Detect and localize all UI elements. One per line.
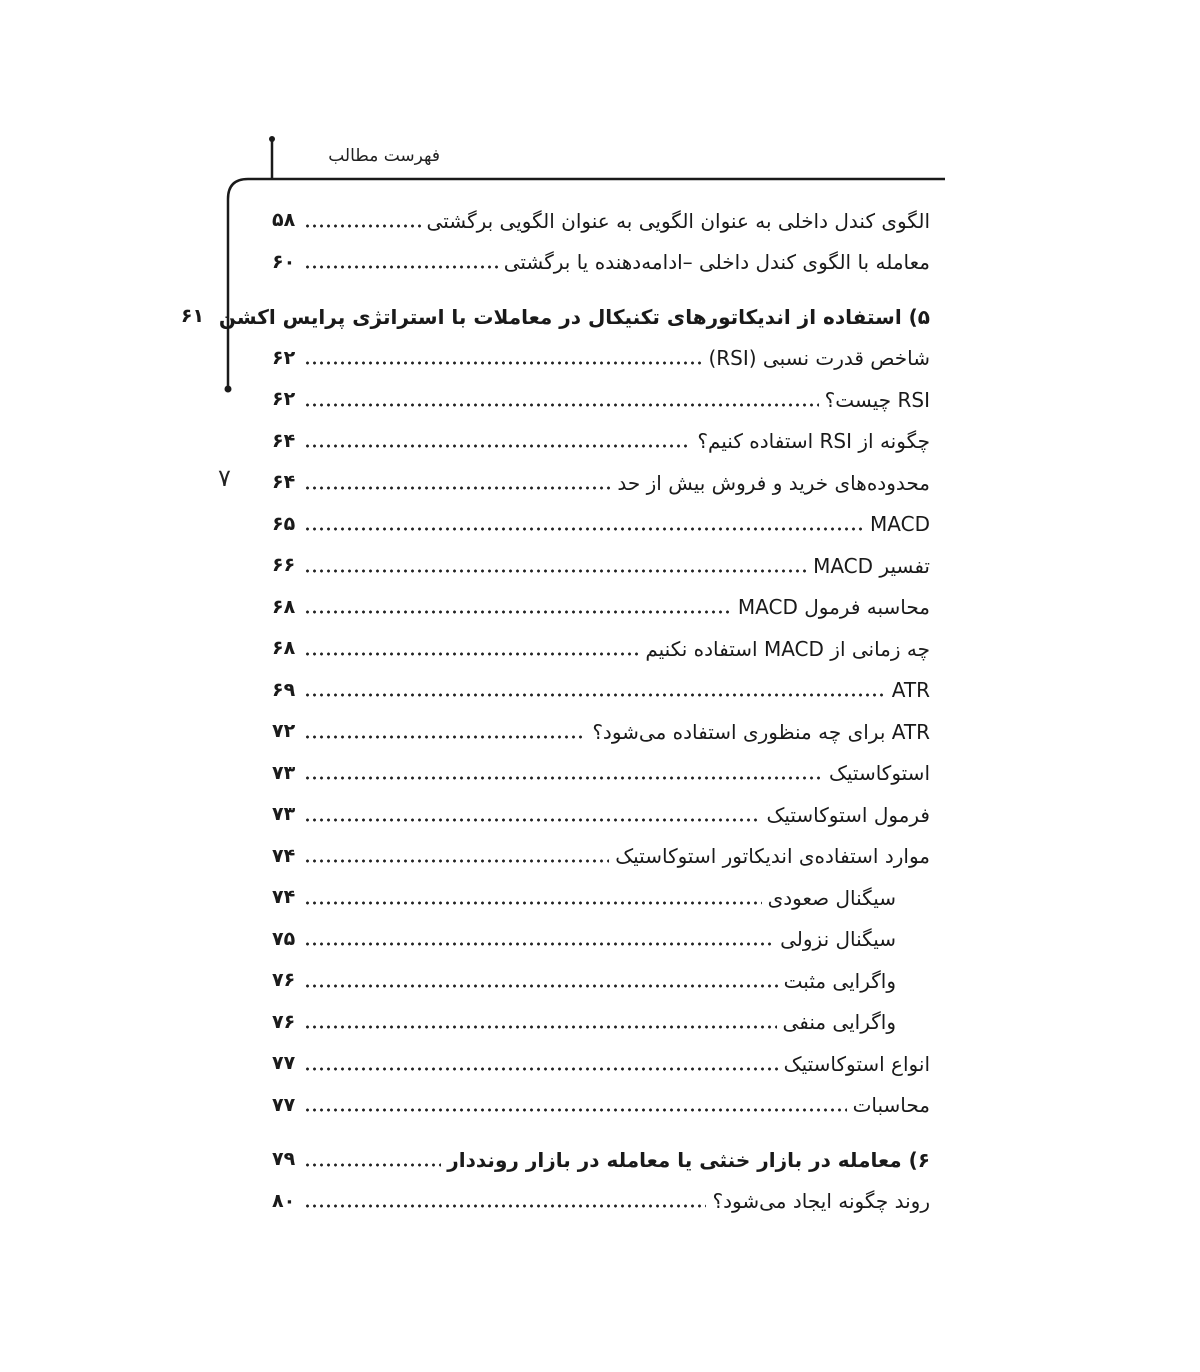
toc-row: [272, 1002, 930, 1044]
toc-row: [272, 960, 930, 1002]
toc-page-number: ۷۶: [272, 1010, 296, 1033]
toc-entry-title: روند چگونه ایجاد می‌شود؟: [712, 1189, 930, 1214]
toc-entry-title: شاخص قدرت نسبی (RSI): [708, 346, 930, 371]
toc-entry-title: ۵) استفاده از اندیکاتورهای تکنیکال در معاملات با استراتژی پرایس اکشن: [218, 304, 930, 329]
toc-page-number: ۷۲: [272, 720, 296, 743]
dot-leader: [304, 817, 760, 823]
dot-leader: [304, 692, 886, 698]
toc-page-number: ۶۱: [180, 305, 205, 328]
toc-row: [272, 670, 930, 712]
toc-row: [272, 545, 930, 587]
toc-entry-title: ATR: [891, 678, 930, 703]
toc-row: [272, 587, 930, 629]
toc-row: [272, 919, 930, 961]
toc-page-number: ۷۴: [272, 886, 296, 909]
dot-leader: [304, 1203, 706, 1209]
page-number: ۷: [218, 464, 231, 492]
toc-entry-title: چگونه از RSI استفاده کنیم؟: [697, 429, 930, 454]
toc-row: [272, 504, 930, 546]
dot-leader: [304, 1066, 778, 1072]
toc-row: [272, 753, 930, 795]
toc-page-number: ۶۶: [272, 554, 296, 577]
toc-page-number: ۷۷: [272, 1093, 296, 1116]
toc-page-number: ۶۴: [272, 429, 296, 452]
dot-leader: [304, 223, 421, 229]
dot-leader: [304, 526, 864, 532]
toc-entry-title: محاسبات: [852, 1093, 930, 1118]
toc-page-number: ۶۰: [272, 250, 296, 273]
dot-leader: [304, 402, 819, 408]
dot-leader: [304, 775, 823, 781]
toc-entry-title: انواع استوکاستیک: [783, 1051, 930, 1076]
toc-section-row: [180, 296, 930, 338]
toc-row: [272, 200, 930, 242]
toc-entry-title: واگرایی منفی: [782, 1010, 896, 1035]
toc-page-number: ۶۵: [272, 512, 296, 535]
toc-entry-title: چه زمانی از MACD استفاده نکنیم: [645, 636, 930, 661]
dot-leader: [304, 485, 611, 491]
toc-page-number: ۶۲: [272, 388, 296, 411]
dot-leader: [304, 900, 762, 906]
toc-entry-title: تفسیر MACD: [813, 553, 930, 578]
toc-page-number: ۶۹: [272, 678, 296, 701]
toc-entry-title: MACD: [870, 512, 930, 537]
dot-leader: [304, 1107, 847, 1113]
toc-row: [272, 1181, 930, 1223]
toc-entry-title: فرمول استوکاستیک: [766, 802, 930, 827]
toc-page-number: ۶۸: [272, 637, 296, 660]
toc-row: [272, 462, 930, 504]
toc-entry-title: موارد استفاده‌ی اندیکاتور استوکاستیک: [615, 844, 930, 869]
toc-page-number: ۶۸: [272, 595, 296, 618]
toc-entry-title: ATR برای چه منظوری استفاده می‌شود؟: [592, 719, 930, 744]
toc-page-number: ۶۴: [272, 471, 296, 494]
toc-entry-title: ۶) معامله در بازار خنثی یا معامله در بازار روند‌دار: [447, 1147, 930, 1172]
toc-entry-title: محدوده‌های خرید و فروش بیش از حد: [617, 470, 930, 495]
toc-row: [272, 421, 930, 463]
toc-row: [272, 1085, 930, 1127]
toc-entry-title: سیگنال نزولی: [780, 927, 896, 952]
toc-row: [272, 794, 930, 836]
toc-entry-title: RSI چیست؟: [824, 387, 930, 412]
dot-leader: [304, 360, 702, 366]
dot-leader: [304, 941, 774, 947]
toc-page-number: ۷۹: [272, 1148, 296, 1171]
toc-row: [272, 1043, 930, 1085]
toc-entry-title: سیگنال صعودی: [767, 885, 896, 910]
toc-page-number: ۷۷: [272, 1052, 296, 1075]
toc-page-number: ۷۶: [272, 969, 296, 992]
toc-entry-title: واگرایی مثبت: [783, 968, 896, 993]
dot-leader: [304, 568, 807, 574]
toc-page-number: ۷۴: [272, 844, 296, 867]
toc-page-number: ۷۳: [272, 761, 296, 784]
header-title: فهرست مطالب: [328, 146, 440, 166]
toc-section-row: [272, 1139, 930, 1181]
dot-leader: [304, 651, 639, 657]
toc-row: [272, 836, 930, 878]
toc-row: [272, 242, 930, 284]
dot-leader: [304, 734, 586, 740]
dot-leader: [304, 1024, 777, 1030]
dot-leader: [304, 983, 778, 989]
toc-row: [272, 628, 930, 670]
toc-row: [272, 338, 930, 380]
dot-leader: [304, 858, 609, 864]
toc-row: [272, 877, 930, 919]
toc-page-number: ۶۲: [272, 346, 296, 369]
dot-leader: [304, 1162, 441, 1168]
dot-leader: [304, 609, 732, 615]
toc-row: [272, 379, 930, 421]
toc-page-number: ۷۵: [272, 927, 296, 950]
toc-entry-title: محاسبه فرمول MACD: [737, 595, 930, 620]
toc-row: [272, 711, 930, 753]
table-of-contents: [180, 200, 930, 1222]
toc-page-number: ۷۳: [272, 803, 296, 826]
toc-entry-title: استوکاستیک: [828, 761, 930, 786]
toc-page-number: ۸۰: [272, 1189, 296, 1212]
dot-leader: [304, 443, 691, 449]
toc-entry-title: الگوی کندل داخلی به عنوان الگویی به عنوان الگویی برگشتی: [426, 208, 930, 233]
toc-page-number: ۵۸: [272, 209, 296, 232]
dot-leader: [304, 264, 498, 270]
toc-entry-title: معامله با الگوی کندل داخلی –ادامه‌دهنده یا برگشتی: [503, 250, 930, 275]
